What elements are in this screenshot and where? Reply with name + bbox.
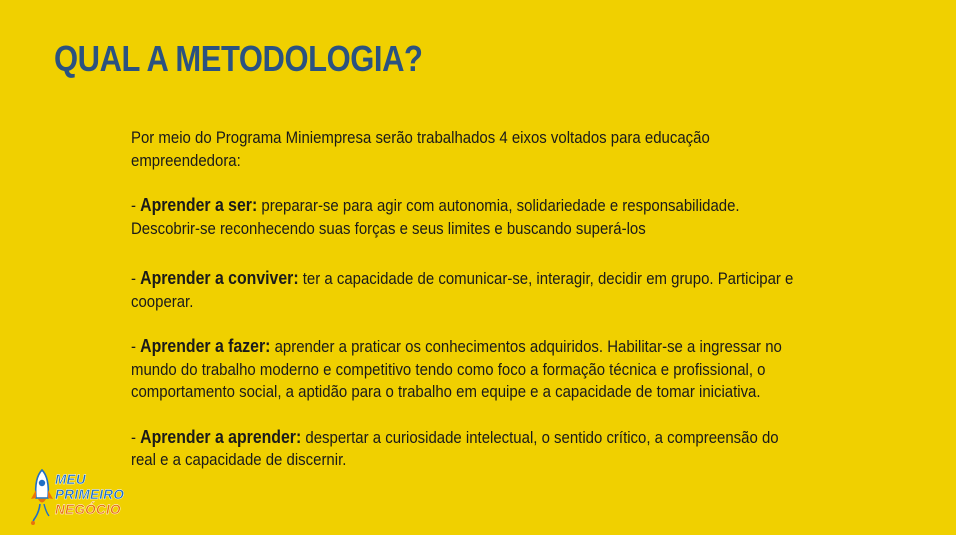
bullet-prefix: - xyxy=(131,196,141,215)
axis-aprender-a-fazer xyxy=(131,335,800,404)
slide-body xyxy=(131,127,800,494)
axis-label: Aprender a aprender: xyxy=(140,426,302,447)
bullet-prefix: - xyxy=(131,337,141,356)
logo-line-negocio: NEGÓCIO xyxy=(55,502,121,517)
axis-label: Aprender a ser: xyxy=(140,195,258,215)
axis-label: Aprender a conviver: xyxy=(140,268,299,288)
logo-line-meu: MEU xyxy=(55,472,86,487)
axis-description: preparar-se para agir com autonomia, solidariedade e responsabilidade. Descobrir-se reconhecendo suas forças e seus limites e buscando superá-los xyxy=(131,196,740,238)
meu-primeiro-negocio-logo xyxy=(28,468,138,526)
rocket-icon xyxy=(28,468,56,526)
axis-aprender-a-aprender xyxy=(131,426,800,472)
axis-aprender-a-conviver xyxy=(131,267,800,313)
logo-wordmark xyxy=(55,472,124,517)
intro-text: Por meio do Programa Miniempresa serão trabalhados 4 eixos voltados para educação empreendedora: xyxy=(131,128,710,170)
axis-aprender-a-ser xyxy=(131,194,800,240)
axis-description: aprender a praticar os conhecimentos adquiridos. Habilitar-se a ingressar no mundo do trabalho moderno e competitivo tendo como foco a formação técnica e profissional, o comportamento social, a aptidão para o trabalho em equipe e a capacidade de tomar iniciativa. xyxy=(131,337,782,401)
bullet-prefix: - xyxy=(131,427,141,447)
logo-line-primeiro: PRIMEIRO xyxy=(55,487,125,502)
axis-label: Aprender a fazer: xyxy=(140,336,271,356)
bullet-prefix: - xyxy=(131,269,141,288)
axis-description: despertar a curiosidade intelectual, o sentido crítico, a compreensão do real e a capacidade de discernir. xyxy=(131,427,779,469)
page-title: QUAL A METODOLOGIA? xyxy=(54,38,423,79)
axis-description: ter a capacidade de comunicar-se, interagir, decidir em grupo. Participar e cooperar. xyxy=(131,269,794,311)
